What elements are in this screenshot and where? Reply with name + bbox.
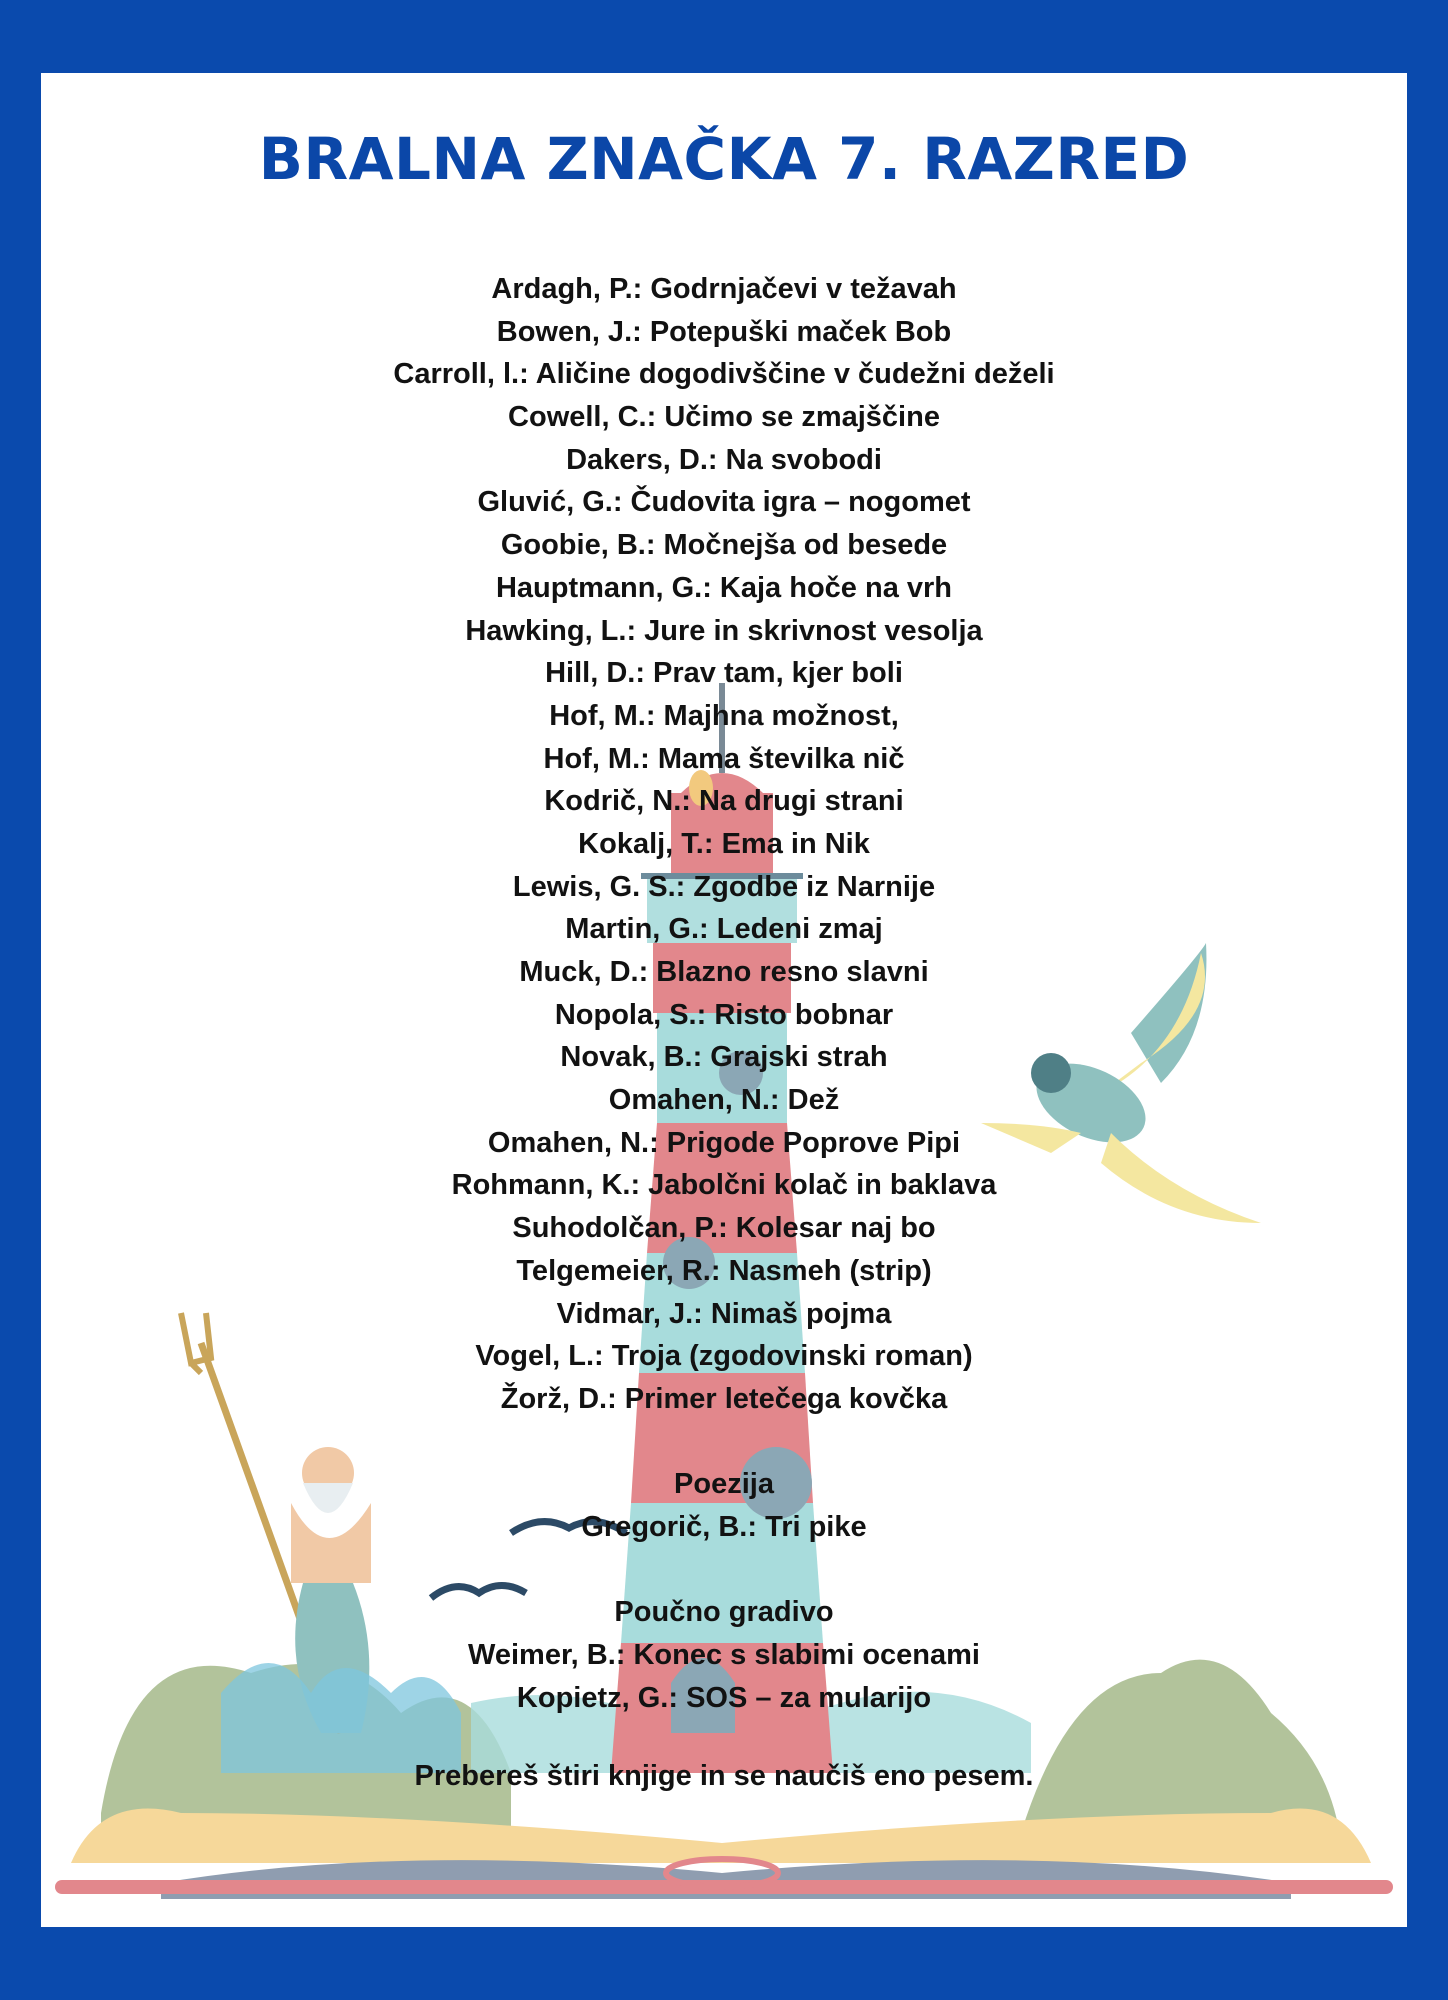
page-title: BRALNA ZNAČKA 7. RAZRED — [258, 125, 1190, 193]
book-item: Carroll, l.: Aličine dogodivščine v čudežni deželi — [393, 358, 1055, 391]
book-item: Omahen, N.: Dež — [608, 1084, 840, 1117]
book-item: Hawking, L.: Jure in skrivnost vesolja — [465, 614, 983, 647]
poetry-heading: Poezija — [674, 1468, 774, 1501]
book-item: Hof, M.: Mama številka nič — [543, 742, 905, 775]
book-item: Rohmann, K.: Jabolčni kolač in baklava — [451, 1169, 997, 1202]
book-item: Goobie, B.: Močnejša od besede — [500, 529, 948, 562]
book-item: Suhodolčan, P.: Kolesar naj bo — [512, 1212, 936, 1245]
nonfiction-item: Weimer, B.: Konec s slabimi ocenami — [468, 1639, 980, 1671]
book-item: Lewis, G. S.: Zgodbe iz Narnije — [512, 870, 936, 903]
reading-list — [41, 268, 1407, 1719]
nonfiction-heading: Poučno gradivo — [614, 1596, 834, 1629]
book-item: Kodrič, N.: Na drugi strani — [544, 785, 904, 818]
spacer — [41, 1549, 1407, 1592]
book-item: Vogel, L.: Troja (zgodovinski roman) — [475, 1340, 973, 1373]
book-item: Martin, G.: Ledeni zmaj — [565, 913, 883, 946]
book-item: Cowell, C.: Učimo se zmajščine — [508, 401, 940, 434]
book-item: Vidmar, J.: Nimaš pojma — [556, 1297, 892, 1330]
poster-page — [41, 73, 1407, 1927]
open-book — [55, 1809, 1393, 1899]
book-item: Dakers, D.: Na svobodi — [566, 443, 882, 476]
requirement-note: Prebereš štiri knjige in se naučiš eno pesem. — [414, 1760, 1034, 1792]
book-item: Omahen, N.: Prigode Poprove Pipi — [487, 1126, 961, 1159]
book-item: Novak, B.: Grajski strah — [560, 1041, 888, 1074]
book-item: Hof, M.: Majhna možnost, — [549, 699, 899, 732]
book-item: Hill, D.: Prav tam, kjer boli — [545, 657, 903, 690]
book-item: Hauptmann, G.: Kaja hoče na vrh — [495, 571, 953, 604]
book-item: Telgemeier, R.: Nasmeh (strip) — [516, 1254, 932, 1287]
nonfiction-item: Kopietz, G.: SOS – za mularijo — [516, 1681, 932, 1714]
book-item: Nopola, S.: Risto bobnar — [554, 998, 894, 1031]
book-item: Muck, D.: Blazno resno slavni — [519, 956, 929, 988]
book-item: Gluvić, G.: Čudovita igra – nogomet — [477, 486, 971, 519]
book-item: Bowen, J.: Potepuški maček Bob — [496, 315, 952, 348]
book-item: Ardagh, P.: Godrnjačevi v težavah — [491, 273, 957, 305]
book-item: Žorž, D.: Primer letečega kovčka — [500, 1382, 948, 1415]
spacer — [41, 1421, 1407, 1464]
book-item: Kokalj, T.: Ema in Nik — [578, 827, 870, 860]
poetry-item: Gregorič, B.: Tri pike — [581, 1510, 867, 1543]
